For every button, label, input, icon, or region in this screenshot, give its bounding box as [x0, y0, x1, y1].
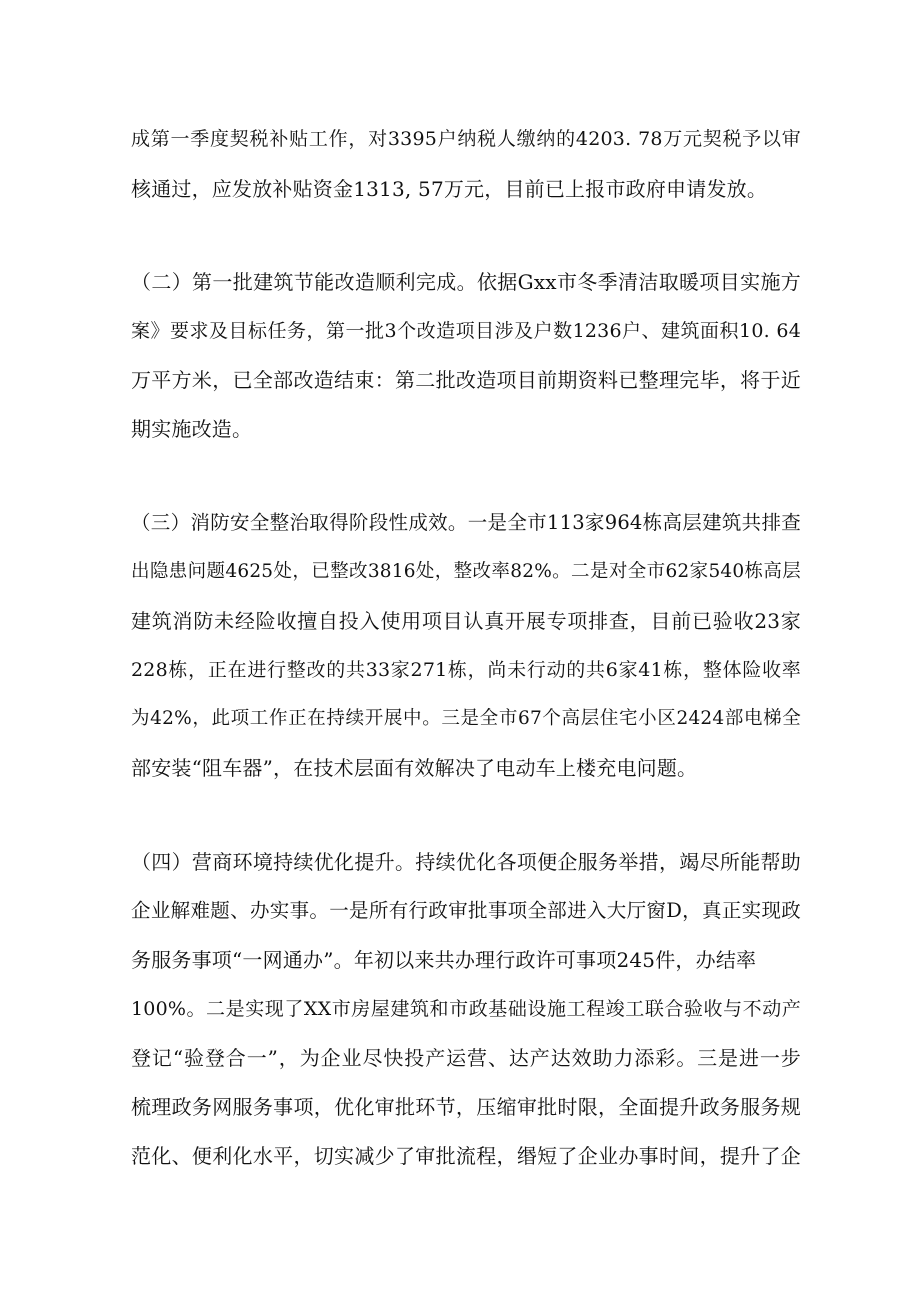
text-line: （四）营商环境持续优化提升。持续优化各项便企服务举措，竭尽所能帮助 — [131, 850, 801, 874]
text-line: 梳理政务网服务事项，优化审批环节，压缩审批时限，全面提升政务服务规 — [131, 1095, 801, 1119]
text-line: （二）第一批建筑节能改造顺利完成。依据Gxx市冬季清洁取暖项目实施方 — [131, 270, 801, 294]
text-line: 核通过，应发放补贴资金1313, 57万元，目前已上报市政府申请发放。 — [131, 177, 768, 201]
text-line: 企业解难题、办实事。一是所有行政审批事项全部进入大厅窗D，真正实现政 — [131, 899, 801, 922]
text-line: 案》要求及目标任务，第一批3个改造项目涉及户数1236户、建筑面积10. 64 — [131, 320, 801, 342]
text-line: 成第一季度契税补贴工作，对3395户纳税人缴纳的4203. 78万元契税予以审 — [131, 128, 801, 150]
text-line: 建筑消防未经险收擅自投入使用项目认真开展专项排查，目前已验收23家 — [131, 609, 801, 633]
text-line: 100%。二是实现了XX市房屋建筑和市政基础设施工程竣工联合验收与不动产 — [131, 998, 801, 1020]
text-line: （三）消防安全整治取得阶段性成效。一是全市113家964栋高层建筑共排查 — [131, 511, 801, 534]
text-line: 为42%，此项工作正在持续开展中。三是全市67个高层住宅小区2424部电梯全 — [131, 708, 801, 729]
text-line: 范化、便利化水平，切实减少了审批流程，缗短了企业办事时间，提升了企 — [131, 1144, 801, 1168]
text-line: 部安装“阻车器”，在技术层面有效解决了电动车上楼充电问题。 — [131, 756, 698, 780]
text-line: 228栋，正在进行整改的共33家271栋，尚未行动的共6家41栋，整体险收率 — [131, 659, 801, 681]
text-line: 出隐患问题4625处，已整改3816处，整改率82%。二是对全市62家540栋高层 — [131, 561, 801, 582]
text-line: 登记“验登合一”，为企业尽快投产运营、达产达效助力添彩。三是进一步 — [131, 1046, 801, 1070]
text-line: 期实施改造。 — [131, 417, 253, 441]
text-line: 万平方米，已全部改造结束：第二批改造项目前期资料已整理完毕，将于近 — [131, 368, 801, 392]
text-line: 务服务事项“一网通办”。年初以来共办理行政许可事项245件，办结率 — [131, 948, 757, 972]
